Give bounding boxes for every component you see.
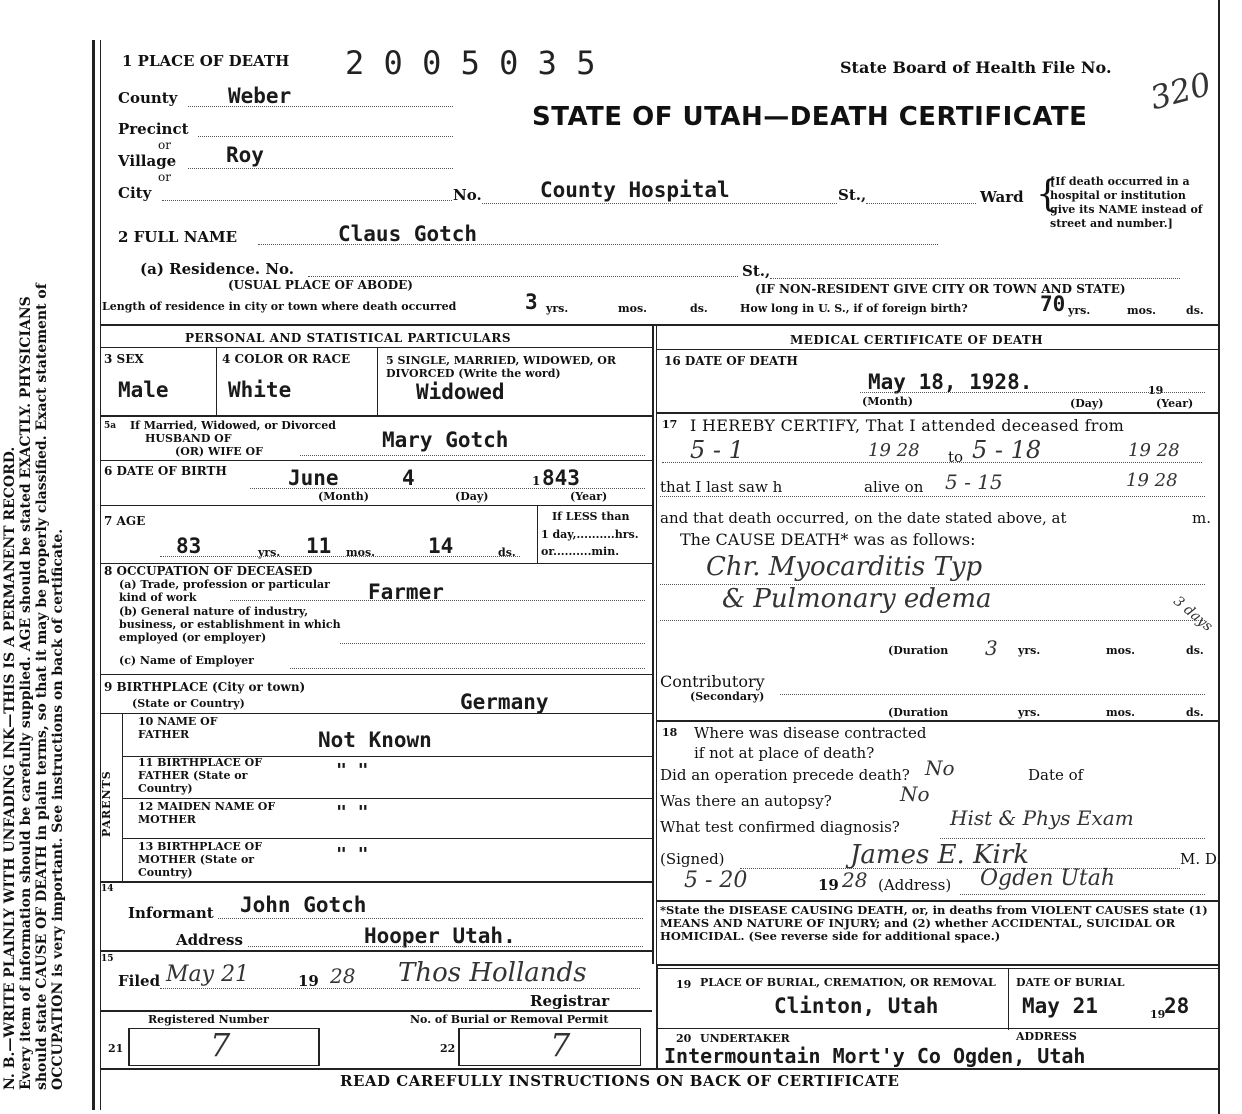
file-number: 320	[1146, 64, 1215, 118]
burial-date-value: May 21	[1022, 994, 1098, 1018]
county-label: County	[118, 89, 178, 107]
registered-number-value: 7	[210, 1026, 231, 1064]
village-value: Roy	[226, 143, 264, 167]
side-note-line-2: Every item of information should be carefully supplied. AGE should be stated EXACTLY. PHYSICIANS	[18, 296, 34, 1090]
question-18-number: 18	[662, 726, 678, 739]
length-of-residence-label: Length of residence in city or town where death occurred	[102, 300, 457, 313]
color-label: 4 COLOR OR RACE	[222, 352, 351, 366]
contributory-label: Contributory	[660, 672, 765, 691]
marital-value: Widowed	[416, 380, 505, 404]
dob-label: 6 DATE OF BIRTH	[104, 464, 227, 478]
certify-number: 17	[662, 418, 678, 431]
operation-value: No	[925, 756, 955, 780]
signed-19: 19	[818, 876, 839, 894]
physician-signature: James E. Kirk	[850, 840, 1030, 870]
duration-ds-label: ds.	[1186, 644, 1204, 657]
physician-address-label: (Address)	[878, 876, 952, 894]
dob-month-caption: (Month)	[318, 490, 369, 503]
residence-mos-label: mos.	[618, 302, 647, 315]
signed-date: 5 - 20	[684, 868, 748, 893]
attended-from: 5 - 1	[690, 436, 744, 464]
test-value: Hist & Phys Exam	[950, 806, 1134, 830]
age-days: 14	[428, 534, 454, 558]
certify-label: I HEREBY CERTIFY, That I attended deceased from	[690, 416, 1125, 435]
filed-number: 15	[101, 954, 114, 964]
occupation-value: Farmer	[368, 580, 444, 604]
occupation-b-label: (b) General nature of industry, business, or establishment in which employed (or employer)	[119, 605, 341, 644]
registered-number-prefix: 21	[108, 1042, 124, 1055]
less-than-label-1: If LESS than	[552, 510, 630, 523]
filed-year: 28	[330, 964, 356, 988]
usual-abode-note: (USUAL PLACE OF ABODE)	[228, 278, 413, 292]
street-value: County Hospital	[540, 178, 730, 202]
attended-from-year: 19 28	[868, 440, 920, 461]
mother-name-value: " "	[336, 802, 369, 823]
burial-place-value: Clinton, Utah	[774, 994, 939, 1018]
undertaker-label: UNDERTAKER	[700, 1032, 790, 1045]
spouse-label-1: If Married, Widowed, or Divorced	[130, 419, 336, 432]
street-label: St.,	[838, 186, 867, 204]
operation-label: Did an operation precede death?	[660, 766, 910, 784]
certificate-number: 2 0 0 5 0 3 5	[345, 44, 596, 82]
burial-number: 19	[676, 978, 692, 991]
autopsy-label: Was there an autopsy?	[660, 792, 832, 810]
column-divider	[652, 324, 654, 964]
date-of-death-value: May 18, 1928.	[868, 370, 1033, 394]
full-name-value: Claus Gotch	[338, 222, 478, 246]
side-note-line-3: should state CAUSE OF DEATH in plain terms, so that it may be properly classified. Exact statement of	[34, 283, 50, 1090]
medical-heading: MEDICAL CERTIFICATE OF DEATH	[790, 333, 1044, 347]
mother-birthplace-label: 13 BIRTHPLACE OF MOTHER (State or Country)	[138, 840, 263, 879]
burial-permit-prefix: 22	[440, 1042, 456, 1055]
age-months: 11	[306, 534, 332, 558]
spouse-number: 5a	[104, 421, 117, 431]
age-yrs-label: yrs.	[258, 546, 281, 559]
dob-day-caption: (Day)	[455, 490, 489, 503]
residence-street-label: St.,	[742, 262, 771, 280]
residence-years: 3	[525, 290, 538, 314]
birthplace-label: 9 BIRTHPLACE (City or town)	[104, 680, 306, 694]
father-birthplace-label: 11 BIRTHPLACE OF FATHER (State or Country)	[138, 756, 263, 795]
us-ds-label: ds.	[1186, 304, 1204, 317]
residence-label: (a) Residence. No.	[140, 260, 295, 278]
informant-label: Informant	[128, 904, 214, 922]
file-number-label: State Board of Health File No.	[840, 58, 1112, 77]
village-label: Village	[118, 152, 177, 170]
dob-year: 843	[542, 466, 580, 490]
father-birthplace-value: " "	[336, 760, 369, 781]
date-of-death-label: 16 DATE OF DEATH	[664, 354, 798, 368]
spouse-value: Mary Gotch	[382, 428, 509, 452]
side-note-line-1: N. B.—WRITE PLAINLY WITH UNFADING INK—THIS IS A PERMANENT RECORD.	[2, 446, 18, 1090]
marital-label: 5 SINGLE, MARRIED, WIDOWED, OR DIVORCED (Write the word)	[386, 354, 617, 380]
cause-duration-note: 3 days	[1170, 593, 1216, 635]
dod-day-caption: (Day)	[1070, 397, 1104, 410]
city-label: City	[118, 184, 152, 202]
number-label: No.	[453, 186, 482, 204]
side-note	[2, 283, 66, 1090]
filed-19: 19	[298, 972, 319, 990]
right-border	[1218, 0, 1220, 1114]
burial-permit-label: No. of Burial or Removal Permit	[410, 1013, 609, 1026]
informant-address-label: Address	[176, 931, 243, 949]
mother-birthplace-value: " "	[336, 844, 369, 865]
physician-address: Ogden Utah	[980, 866, 1116, 891]
burial-place-label: PLACE OF BURIAL, CREMATION, OR REMOVAL	[700, 976, 996, 989]
age-years: 83	[176, 534, 202, 558]
duration-years: 3	[985, 636, 998, 660]
alive-on-label: alive on	[864, 478, 924, 496]
us-residence-label: How long in U. S., if of foreign birth?	[740, 302, 968, 315]
contributory-yrs-label: yrs.	[1018, 706, 1041, 719]
spouse-label-3: (OR) WIFE OF	[175, 445, 263, 458]
burial-permit-value: 7	[550, 1026, 571, 1064]
registrar-label: Registrar	[530, 992, 610, 1010]
registrar-signature: Thos Hollands	[398, 958, 587, 988]
father-name-label: 10 NAME OF FATHER	[138, 715, 218, 741]
less-than-label-2: 1 day,..........hrs.	[541, 528, 639, 541]
attended-to-year: 19 28	[1128, 440, 1180, 461]
residence-ds-label: ds.	[690, 302, 708, 315]
undertaker-value: Intermountain Mort'y Co Ogden, Utah	[664, 1044, 1086, 1068]
occupation-a-label: (a) Trade, profession or particular kind of work	[119, 578, 330, 604]
cause-line-1: Chr. Myocarditis Typ	[706, 552, 983, 582]
us-yrs-label: yrs.	[1068, 304, 1091, 317]
duration-yrs-label: yrs.	[1018, 644, 1041, 657]
age-ds-label: ds.	[498, 546, 516, 559]
mother-name-label: 12 MAIDEN NAME OF MOTHER	[138, 800, 276, 826]
age-mos-label: mos.	[346, 546, 375, 559]
burial-19: 19	[1150, 1008, 1166, 1021]
registered-number-label: Registered Number	[148, 1013, 269, 1026]
filed-date: May 21	[166, 962, 250, 987]
parents-label: PARENTS	[100, 770, 113, 837]
precinct-label: Precinct	[118, 120, 189, 138]
place-of-death-label: 1 PLACE OF DEATH	[122, 52, 290, 70]
undertaker-number: 20	[676, 1032, 692, 1045]
dob-year-prefix: 1	[532, 474, 541, 488]
residence-yrs-label: yrs.	[546, 302, 569, 315]
us-residence-years: 70	[1040, 292, 1066, 316]
dod-year-caption: (Year)	[1156, 397, 1194, 410]
md-label: M. D.	[1180, 850, 1222, 868]
full-name-label: 2 FULL NAME	[118, 228, 238, 246]
left-border	[92, 40, 95, 1110]
attended-to: 5 - 18	[972, 436, 1042, 464]
us-mos-label: mos.	[1127, 304, 1156, 317]
certificate-title: STATE OF UTAH—DEATH CERTIFICATE	[532, 102, 1088, 132]
burial-year: 28	[1164, 994, 1190, 1018]
last-saw-date: 5 - 15	[945, 470, 1003, 494]
duration-mos-label: mos.	[1106, 644, 1135, 657]
death-time-m: m.	[1192, 509, 1211, 527]
autopsy-value: No	[900, 782, 930, 806]
dob-month: June	[288, 466, 339, 490]
death-occurred-label: and that death occurred, on the date stated above, at	[660, 509, 1067, 527]
sex-value: Male	[118, 378, 169, 402]
or-label-1: or	[158, 138, 171, 152]
cause-line-2: & Pulmonary edema	[722, 584, 992, 614]
contributory-duration-label: (Duration	[888, 706, 949, 719]
secondary-label: (Secondary)	[690, 690, 765, 703]
less-than-label-3: or..........min.	[541, 545, 620, 558]
ward-label: Ward	[980, 188, 1024, 206]
date-of-death-19: 19	[1148, 384, 1164, 397]
informant-number: 14	[101, 884, 114, 894]
disease-contracted-label: Where was disease contracted	[694, 724, 927, 742]
age-label: 7 AGE	[104, 514, 146, 528]
color-value: White	[228, 378, 292, 402]
contributory-mos-label: mos.	[1106, 706, 1135, 719]
section-divider	[100, 324, 1218, 326]
last-saw-label: that I last saw h	[660, 478, 783, 496]
test-label: What test confirmed diagnosis?	[660, 818, 900, 836]
occupation-label: 8 OCCUPATION OF DECEASED	[104, 564, 313, 578]
contributory-ds-label: ds.	[1186, 706, 1204, 719]
informant-value: John Gotch	[240, 893, 367, 917]
duration-label: (Duration	[888, 644, 949, 657]
informant-address-value: Hooper Utah.	[364, 924, 516, 948]
disease-contracted-label-2: if not at place of death?	[694, 744, 875, 762]
employer-label: (c) Name of Employer	[119, 654, 254, 667]
cause-label: The CAUSE DEATH* was as follows:	[680, 530, 976, 549]
dob-year-caption: (Year)	[570, 490, 608, 503]
side-note-line-4: OCCUPATION is very important. See instructions on back of certificate.	[50, 528, 66, 1090]
dod-month-caption: (Month)	[862, 395, 913, 408]
ward-bracket: {	[1036, 174, 1059, 215]
birthplace-state-label: (State or Country)	[132, 697, 245, 710]
or-label-2: or	[158, 170, 171, 184]
signed-label: (Signed)	[660, 850, 725, 868]
attended-to-label: to	[948, 448, 964, 466]
county-value: Weber	[228, 84, 292, 108]
dob-day: 4	[402, 466, 415, 490]
cause-instructions-note: *State the DISEASE CAUSING DEATH, or, in deaths from VIOLENT CAUSES state (1) MEANS AND NATURE OF INJURY; and (2) whether ACCIDENTAL, SUICIDAL OR HOMICIDAL. (See reverse side for additional space.)	[660, 903, 1208, 943]
operation-date-label: Date of	[1028, 766, 1084, 784]
sex-label: 3 SEX	[104, 352, 144, 366]
filed-label: Filed	[118, 972, 161, 990]
undertaker-address-label: ADDRESS	[1016, 1030, 1077, 1043]
last-saw-year: 19 28	[1126, 470, 1178, 491]
nonresident-note: (IF NON-RESIDENT GIVE CITY OR TOWN AND STATE)	[755, 282, 1126, 296]
father-name-value: Not Known	[318, 728, 432, 752]
burial-date-label: DATE OF BURIAL	[1016, 976, 1125, 989]
signed-year: 28	[842, 868, 868, 892]
birthplace-value: Germany	[460, 690, 549, 714]
personal-heading: PERSONAL AND STATISTICAL PARTICULARS	[185, 331, 512, 345]
ward-note: [If death occurred in a hospital or institution give its NAME instead of street and number.]	[1050, 175, 1203, 230]
footer-instructions: READ CAREFULLY INSTRUCTIONS ON BACK OF CERTIFICATE	[340, 1072, 900, 1090]
spouse-label-2: HUSBAND OF	[145, 432, 232, 445]
